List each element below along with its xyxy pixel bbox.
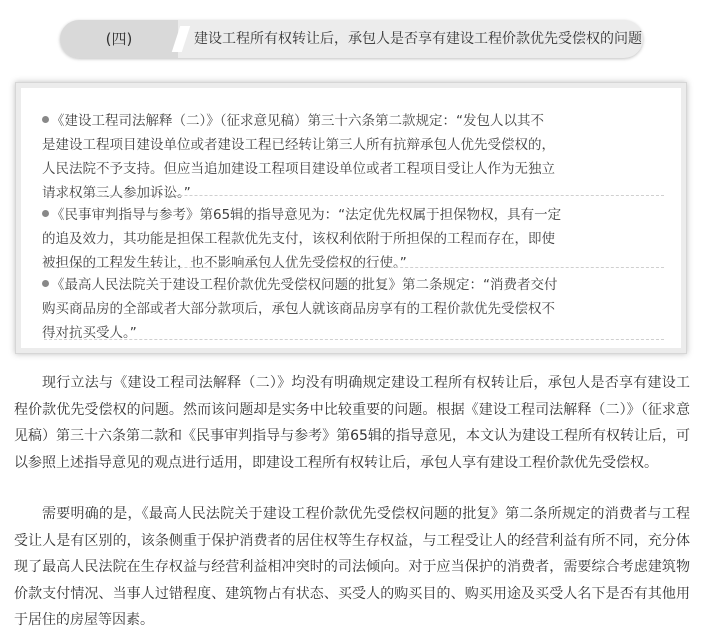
body-paragraph-2: 需要明确的是，《最高人民法院关于建设工程价款优先受偿权问题的批复》第二条所规定的消费者与工程受让人是有区别的，该条侧重于保护消费者的居住权等生存权益，与工程受让人的经营利益有所不同，充分体现了最高人民法院在生存权益与经营利益相冲突时的司法倾向。对于应当保护的消费者，需要综合考虑建筑物价款支付情况、当事人过错程度、建筑物占有状态、买受人的购买目的、购买用途及买受人名下是否有其他用于居住的房屋等因素。: [14, 506, 690, 628]
quote-line: 人民法院不予支持。但应当追加建设工程项目建设单位或者工程项目受让人作为无独立: [42, 161, 555, 177]
quote-line: 得对抗买受人。”: [42, 325, 137, 341]
quote-line: 购买商品房的全部或者大部分款项后，承包人就该商品房享有的工程价款优先受偿权不: [42, 301, 555, 317]
body-paragraph-1: 现行立法与《建设工程司法解释（二）》均没有明确规定建设工程所有权转让后，承包人是否享有建设工程价款优先受偿权的问题。然而该问题却是实务中比较重要的问题。根据《建设工程司法解释（二）》（征求意见稿）第三十六条第二款和《民事审判指导与参考》第65辑的指导意见，本文认为建设工程所有权转让后，可以参照上述指导意见的观点进行适用，即建设工程所有权转让后，承包人享有建设工程价款优先受偿权。: [14, 375, 690, 471]
quote-divider: [44, 267, 664, 268]
section-heading: [60, 20, 643, 58]
quote-line: 《最高人民法院关于建设工程价款优先受偿权问题的批复》第二条规定：“消费者交付: [42, 273, 666, 297]
quote-item-2: [42, 203, 666, 275]
quote-item-3: [42, 273, 666, 345]
bullet-icon: [42, 280, 49, 287]
quote-line: 《建设工程司法解释（二）》（征求意见稿）第三十六条第二款规定：“发包人以其不: [42, 109, 666, 133]
quote-divider: [44, 195, 664, 196]
bullet-icon: [42, 210, 49, 217]
quote-item-1: [42, 109, 666, 205]
quote-divider: [44, 339, 664, 340]
bullet-icon: [42, 116, 49, 123]
quote-line: 是建设工程项目建设单位或者建设工程已经转让第三人所有抗辩承包人优先受偿权的，: [42, 137, 555, 153]
quote-line: 的追及效力，其功能是担保工程款优先支付，该权利依附于所担保的工程而存在，即使: [42, 231, 555, 247]
quote-line: 被担保的工程发生转让，也不影响承包人优先受偿权的行使。”: [42, 255, 407, 271]
quote-box: [15, 82, 687, 354]
section-title: 建设工程所有权转让后，承包人是否享有建设工程价款优先受偿权的问题: [194, 31, 642, 47]
section-number: (四): [60, 20, 178, 58]
quote-line: 请求权第三人参加诉讼。”: [42, 185, 191, 201]
quote-line: 《民事审判指导与参考》第65辑的指导意见为：“法定优先权属于担保物权，具有一定: [42, 203, 666, 227]
